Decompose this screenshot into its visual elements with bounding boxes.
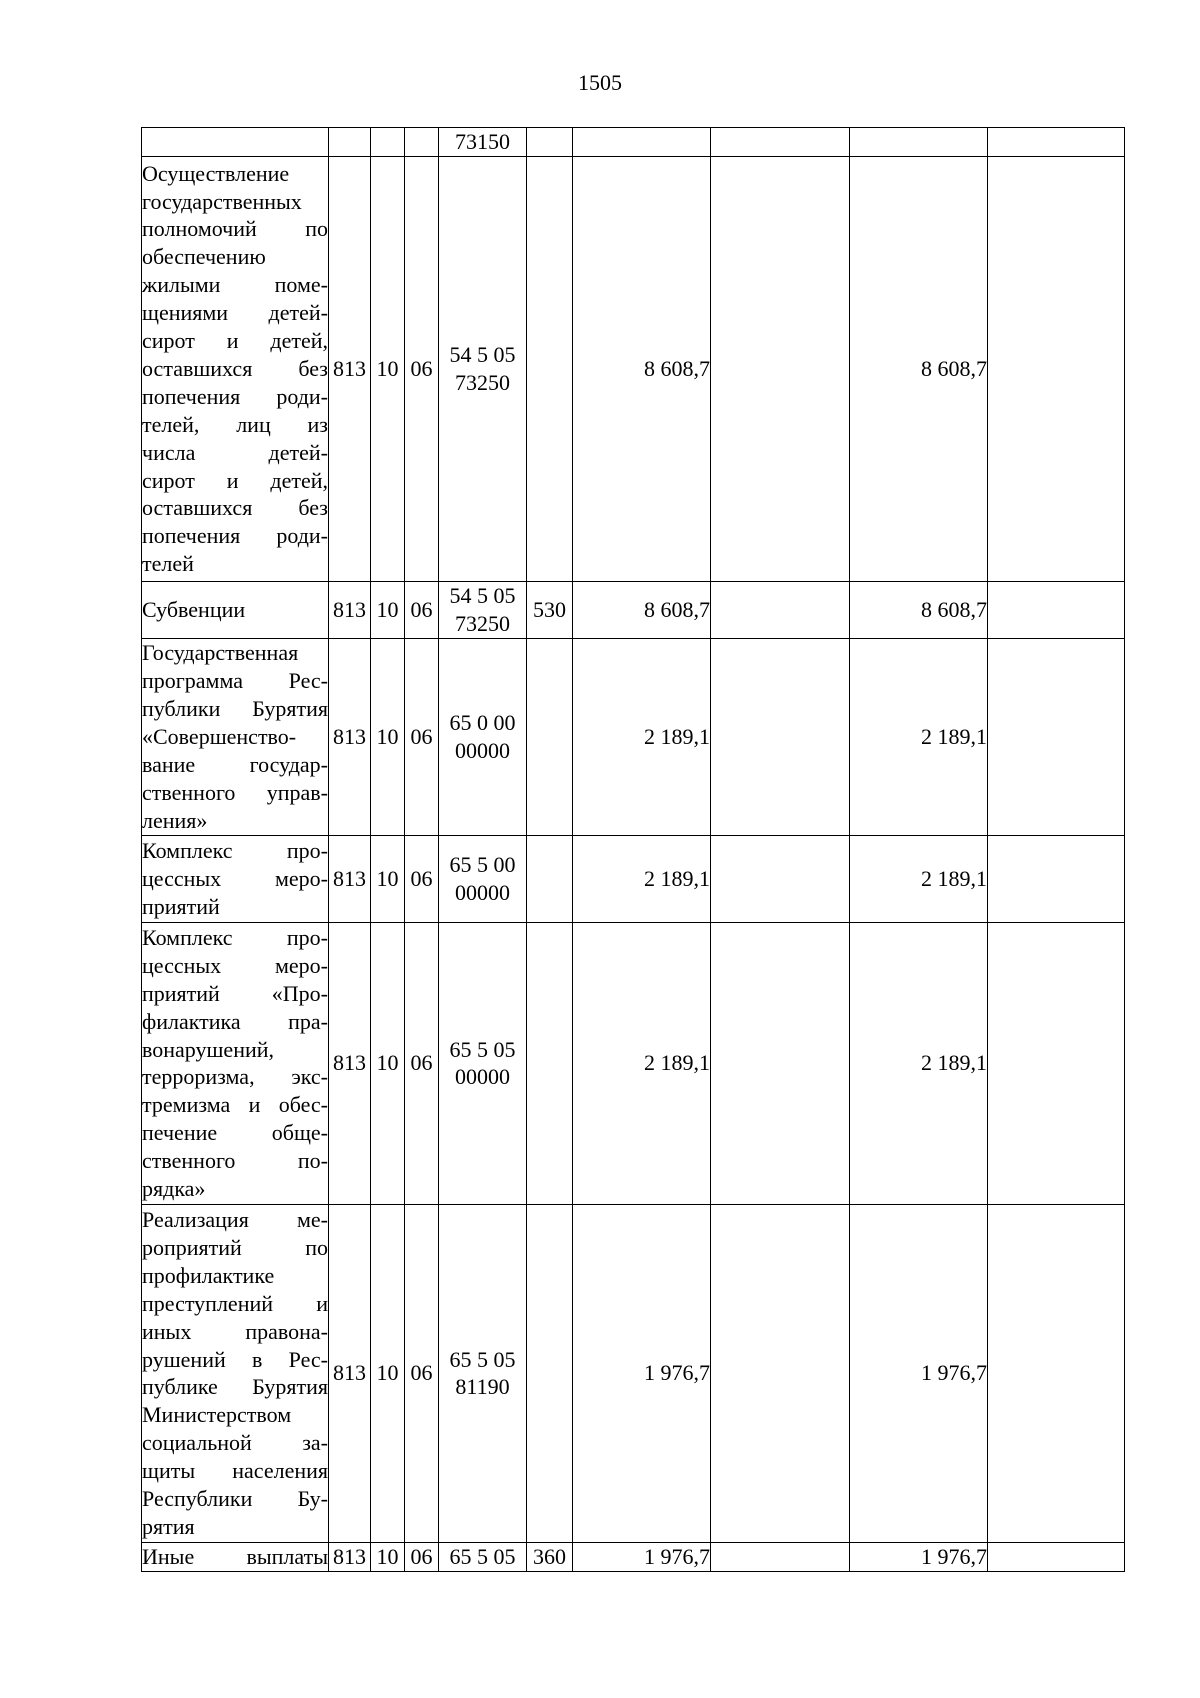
row-name-line: телей (142, 551, 194, 577)
empty-cell-9 (988, 638, 1125, 835)
row-name-line: преступлений и (142, 1290, 328, 1316)
amount-cell-1: 1 976,7 (573, 1542, 711, 1571)
amount-cell-2: 2 189,1 (850, 922, 988, 1204)
amount-cell-2: 8 608,7 (850, 581, 988, 638)
row-name-cell (142, 156, 329, 581)
empty-cell-7 (711, 835, 850, 922)
target-article-cell (439, 638, 527, 835)
row-name-line: печение обще- (142, 1120, 328, 1146)
ministry-code-cell (329, 128, 371, 157)
ministry-code-cell: 813 (329, 922, 371, 1204)
row-name-line: цессных меро- (142, 865, 328, 891)
amount-cell-1: 1 976,7 (573, 1204, 711, 1542)
ministry-code-cell: 813 (329, 1542, 371, 1571)
row-name-line: роприятий по (142, 1234, 328, 1260)
row-name-line: Республики Бу- (142, 1486, 328, 1512)
row-name-line: Осуществление (142, 160, 290, 186)
row-name-line: Иные выплаты (142, 1543, 328, 1569)
section-code-cell: 10 (371, 638, 405, 835)
empty-cell-9 (988, 128, 1125, 157)
amount-cell-1: 2 189,1 (573, 638, 711, 835)
expense-type-cell: 360 (527, 1542, 573, 1571)
row-name-line: вонарушений, (142, 1036, 275, 1062)
empty-cell-7 (711, 581, 850, 638)
empty-cell-9 (988, 835, 1125, 922)
section-code-cell: 10 (371, 835, 405, 922)
section-code-cell: 10 (371, 1542, 405, 1571)
amount-cell-2: 1 976,7 (850, 1204, 988, 1542)
section-code-cell (371, 128, 405, 157)
row-name-line: Министерством (142, 1402, 292, 1428)
row-name-line: Государственная (142, 640, 299, 666)
row-name-line: сирот и детей, (142, 467, 328, 493)
target-article-line: 54 5 05 (449, 342, 516, 367)
expense-type-cell (527, 156, 573, 581)
table-row (142, 835, 1125, 922)
empty-cell-9 (988, 156, 1125, 581)
row-name-line: рядка» (142, 1176, 206, 1202)
amount-cell-2: 1 976,7 (850, 1542, 988, 1571)
target-article-cell (439, 128, 527, 157)
row-name-cell (142, 835, 329, 922)
table-row (142, 1204, 1125, 1542)
row-name-cell (142, 922, 329, 1204)
expense-type-cell (527, 835, 573, 922)
row-name-cell (142, 581, 329, 638)
row-name-line: публики Бурятия (142, 696, 328, 722)
row-name-line: терроризма, экс- (142, 1064, 328, 1090)
row-name-line: рушений в Рес- (142, 1346, 328, 1372)
target-article-cell (439, 1204, 527, 1542)
row-name-line: ственного по- (142, 1148, 328, 1174)
subsection-code-cell (405, 128, 439, 157)
ministry-code-cell: 813 (329, 581, 371, 638)
amount-cell-1: 2 189,1 (573, 835, 711, 922)
row-name-line: Реализация ме- (142, 1206, 328, 1232)
table-row (142, 156, 1125, 581)
row-name-line: приятий «Про- (142, 980, 328, 1006)
row-name-cell (142, 638, 329, 835)
amount-cell-1 (573, 128, 711, 157)
amount-cell-1: 8 608,7 (573, 156, 711, 581)
subsection-code-cell: 06 (405, 156, 439, 581)
section-code-cell: 10 (371, 1204, 405, 1542)
row-name-line: полномочий по (142, 216, 328, 242)
row-name-line: оставшихся без (142, 355, 328, 381)
table-row (142, 1542, 1125, 1571)
target-article-cell (439, 922, 527, 1204)
expense-type-cell (527, 1204, 573, 1542)
target-article-line: 00000 (455, 1064, 510, 1090)
row-name-line: щиты населения (142, 1458, 328, 1484)
amount-cell-2: 2 189,1 (850, 638, 988, 835)
amount-cell-2 (850, 128, 988, 157)
empty-cell-7 (711, 638, 850, 835)
ministry-code-cell: 813 (329, 156, 371, 581)
empty-cell-7 (711, 922, 850, 1204)
row-name-cell (142, 128, 329, 157)
row-name-line: тремизма и обес- (142, 1092, 328, 1118)
target-article-line: 65 5 05 (449, 1543, 516, 1569)
row-name-line: ственного управ- (142, 779, 328, 805)
empty-cell-7 (711, 156, 850, 581)
row-name-line: Субвенции (142, 596, 246, 622)
target-article-cell (439, 581, 527, 638)
target-article-line: 65 5 05 (449, 1036, 516, 1062)
target-article-line: 73150 (455, 129, 510, 154)
empty-cell-9 (988, 1542, 1125, 1571)
empty-cell-9 (988, 1204, 1125, 1542)
row-name-line: рятия (142, 1513, 195, 1539)
row-name-line: числа детей- (142, 439, 328, 465)
row-name-line: социальной за- (142, 1430, 328, 1456)
table-row (142, 128, 1125, 157)
section-code-cell: 10 (371, 922, 405, 1204)
row-name-line: филактика пра- (142, 1008, 328, 1034)
row-name-line: телей, лиц из (142, 411, 328, 437)
amount-cell-2: 8 608,7 (850, 156, 988, 581)
section-code-cell: 10 (371, 581, 405, 638)
ministry-code-cell: 813 (329, 835, 371, 922)
expense-type-cell (527, 922, 573, 1204)
target-article-cell (439, 835, 527, 922)
table-row (142, 922, 1125, 1204)
row-name-line: жилыми поме- (142, 272, 328, 298)
ministry-code-cell: 813 (329, 638, 371, 835)
subsection-code-cell: 06 (405, 1542, 439, 1571)
row-name-line: оставшихся без (142, 495, 328, 521)
target-article-line: 65 5 05 (449, 1346, 516, 1372)
row-name-line: вание государ- (142, 751, 328, 777)
row-name-line: Комплекс про- (142, 924, 328, 950)
row-name-line: государственных (142, 188, 302, 214)
empty-cell-9 (988, 581, 1125, 638)
subsection-code-cell: 06 (405, 638, 439, 835)
empty-cell-7 (711, 1204, 850, 1542)
target-article-line: 00000 (455, 737, 510, 763)
row-name-line: щениями детей- (142, 300, 328, 326)
row-name-line: приятий (142, 893, 220, 919)
table-row (142, 638, 1125, 835)
target-article-line: 81190 (455, 1374, 510, 1400)
row-name-line: публике Бурятия (142, 1374, 328, 1400)
amount-cell-2: 2 189,1 (850, 835, 988, 922)
row-name-line: обеспечению (142, 244, 266, 270)
table-body (142, 128, 1125, 1572)
subsection-code-cell: 06 (405, 1204, 439, 1542)
expense-type-cell (527, 128, 573, 157)
target-article-cell (439, 156, 527, 581)
target-article-line: 65 0 00 (449, 710, 516, 735)
target-article-line: 65 5 00 (449, 852, 516, 877)
target-article-line: 54 5 05 (449, 583, 516, 608)
row-name-line: иных правона- (142, 1318, 328, 1344)
row-name-cell (142, 1204, 329, 1542)
row-name-line: профилактике (142, 1262, 275, 1288)
table-row (142, 581, 1125, 638)
row-name-cell (142, 1542, 329, 1571)
row-name-line: попечения роди- (142, 383, 328, 409)
row-name-line: цессных меро- (142, 952, 328, 978)
empty-cell-7 (711, 1542, 850, 1571)
subsection-code-cell: 06 (405, 581, 439, 638)
empty-cell-9 (988, 922, 1125, 1204)
subsection-code-cell: 06 (405, 922, 439, 1204)
row-name-line: попечения роди- (142, 523, 328, 549)
row-name-line: Комплекс про- (142, 838, 328, 864)
row-name-line: «Совершенство- (142, 723, 297, 749)
subsection-code-cell: 06 (405, 835, 439, 922)
row-name-line: ления» (142, 807, 208, 833)
ministry-code-cell: 813 (329, 1204, 371, 1542)
amount-cell-1: 8 608,7 (573, 581, 711, 638)
target-article-cell (439, 1542, 527, 1571)
target-article-line: 00000 (455, 879, 510, 905)
expense-type-cell (527, 638, 573, 835)
section-code-cell: 10 (371, 156, 405, 581)
target-article-line: 73250 (455, 610, 510, 636)
row-name-line: программа Рес- (142, 668, 328, 694)
row-name-line: сирот и детей, (142, 328, 328, 354)
target-article-line: 73250 (455, 369, 510, 395)
budget-table (141, 127, 1125, 1572)
expense-type-cell: 530 (527, 581, 573, 638)
amount-cell-1: 2 189,1 (573, 922, 711, 1204)
page-number: 1505 (578, 70, 622, 95)
empty-cell-7 (711, 128, 850, 157)
